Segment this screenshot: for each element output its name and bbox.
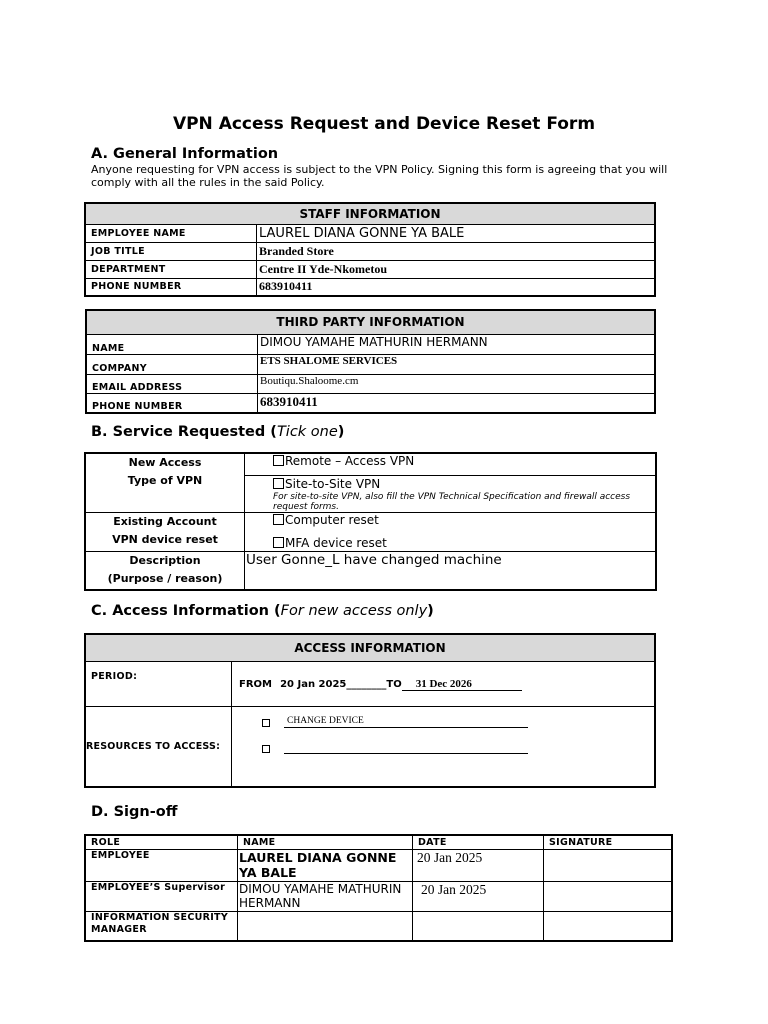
remote-access-option[interactable] bbox=[245, 454, 655, 476]
department-label: DEPARTMENT bbox=[85, 260, 257, 278]
employee-name-label: EMPLOYEE NAME bbox=[85, 224, 257, 242]
email-address-field[interactable]: Boutiqu.Shaloome.cm bbox=[258, 374, 656, 393]
remote-access-checkbox[interactable] bbox=[273, 455, 284, 466]
table-row bbox=[85, 881, 672, 911]
email-address-label: EMAIL ADDRESS bbox=[86, 374, 258, 393]
description-label: Description bbox=[129, 554, 201, 567]
computer-reset-option[interactable] bbox=[245, 513, 655, 528]
employee-signature-field[interactable] bbox=[544, 849, 673, 881]
third-party-header: THIRD PARTY INFORMATION bbox=[86, 310, 655, 334]
section-c-heading: C. Access Information (For new access only) bbox=[91, 603, 434, 619]
resource-1-field[interactable]: CHANGE DEVICE bbox=[284, 716, 528, 728]
staff-information-table bbox=[84, 202, 656, 297]
phone-number-field[interactable]: 683910411 bbox=[257, 278, 656, 296]
third-party-information-table bbox=[85, 309, 656, 414]
site-to-site-checkbox[interactable] bbox=[273, 478, 284, 489]
department-field[interactable]: Centre II Yde-Nkometou bbox=[257, 260, 656, 278]
table-row bbox=[86, 334, 655, 354]
table-row bbox=[85, 242, 655, 260]
security-manager-signature-field[interactable] bbox=[544, 911, 673, 941]
table-row bbox=[85, 849, 672, 881]
resource-line-2[interactable] bbox=[262, 742, 654, 762]
period-label: PERIOD: bbox=[85, 661, 232, 706]
security-manager-name-field[interactable] bbox=[238, 911, 413, 941]
intro-text: Anyone requesting for VPN access is subject to the VPN Policy. Signing this form is agreeing that you will comply with all the rules in the said Policy. bbox=[91, 163, 668, 189]
security-manager-role: INFORMATION SECURITY MANAGER bbox=[85, 911, 238, 941]
mfa-reset-label: MFA device reset bbox=[285, 536, 387, 550]
third-party-name-field[interactable]: DIMOU YAMAHE MATHURIN HERMANN bbox=[258, 334, 656, 354]
table-row bbox=[86, 354, 655, 374]
third-party-name-label: NAME bbox=[86, 334, 258, 354]
to-date-field[interactable]: 31 Dec 2026 bbox=[402, 678, 522, 691]
resources-label: RESOURCES TO ACCESS: bbox=[85, 706, 232, 787]
site-to-site-option[interactable] bbox=[245, 476, 655, 492]
mfa-reset-option[interactable] bbox=[245, 536, 655, 551]
employee-signoff-name[interactable]: LAUREL DIANA GONNE YA BALE bbox=[238, 849, 413, 881]
existing-account-label-cell bbox=[85, 513, 245, 552]
sign-off-table bbox=[84, 834, 673, 942]
remote-access-label: Remote – Access VPN bbox=[285, 454, 415, 468]
security-manager-date-field[interactable] bbox=[413, 911, 544, 941]
resources-cell bbox=[232, 706, 656, 787]
vpn-type-options bbox=[245, 453, 657, 513]
sign-off-header-row bbox=[85, 835, 672, 849]
resource-1-checkbox[interactable] bbox=[262, 719, 270, 727]
from-date-field[interactable]: 20 Jan 2025________TO bbox=[280, 678, 402, 690]
table-row bbox=[85, 278, 655, 296]
date-column-header: DATE bbox=[413, 835, 544, 849]
period-cell bbox=[232, 661, 656, 706]
signature-column-header: SIGNATURE bbox=[544, 835, 673, 849]
service-requested-table bbox=[84, 452, 657, 591]
third-party-phone-field[interactable]: 683910411 bbox=[258, 393, 656, 413]
table-row bbox=[86, 393, 655, 413]
section-a-heading: A. General Information bbox=[91, 146, 279, 162]
name-column-header: NAME bbox=[238, 835, 413, 849]
third-party-phone-label: PHONE NUMBER bbox=[86, 393, 258, 413]
resource-2-checkbox[interactable] bbox=[262, 745, 270, 753]
existing-account-label: Existing Account bbox=[113, 515, 217, 528]
employee-role: EMPLOYEE bbox=[85, 849, 238, 881]
computer-reset-checkbox[interactable] bbox=[273, 514, 284, 525]
job-title-field[interactable]: Branded Store bbox=[257, 242, 656, 260]
new-access-label: New Access bbox=[128, 456, 202, 469]
supervisor-signoff-name[interactable]: DIMOU YAMAHE MATHURIN HERMANN bbox=[238, 881, 413, 911]
description-label-cell bbox=[85, 552, 245, 590]
from-label: FROM bbox=[239, 678, 272, 690]
employee-signoff-date[interactable]: 20 Jan 2025 bbox=[413, 849, 544, 881]
access-info-header: ACCESS INFORMATION bbox=[85, 634, 655, 661]
role-column-header: ROLE bbox=[85, 835, 238, 849]
new-access-label-cell bbox=[85, 453, 245, 513]
company-label: COMPANY bbox=[86, 354, 258, 374]
purpose-label: (Purpose / reason) bbox=[107, 572, 223, 585]
supervisor-signoff-date[interactable]: 20 Jan 2025 bbox=[413, 881, 544, 911]
device-reset-options bbox=[245, 513, 657, 552]
access-information-table bbox=[84, 633, 656, 788]
site-to-site-note: For site-to-site VPN, also fill the VPN Technical Specification and firewall access request forms. bbox=[273, 492, 631, 512]
supervisor-signature-field[interactable] bbox=[544, 881, 673, 911]
form-title: VPN Access Request and Device Reset Form bbox=[172, 114, 596, 134]
section-b-heading: B. Service Requested (Tick one) bbox=[91, 424, 345, 440]
mfa-reset-checkbox[interactable] bbox=[273, 537, 284, 548]
computer-reset-label: Computer reset bbox=[285, 513, 379, 527]
table-row bbox=[86, 374, 655, 393]
resource-2-field[interactable] bbox=[284, 742, 528, 754]
table-row bbox=[85, 911, 672, 941]
section-d-heading: D. Sign-off bbox=[91, 804, 178, 820]
table-row bbox=[85, 260, 655, 278]
employee-name-field[interactable]: LAUREL DIANA GONNE YA BALE bbox=[257, 224, 656, 242]
vpn-type-label: Type of VPN bbox=[127, 474, 203, 487]
site-to-site-label: Site-to-Site VPN bbox=[285, 477, 381, 491]
description-field[interactable]: User Gonne_L have changed machine bbox=[245, 552, 657, 590]
resource-line-1[interactable] bbox=[262, 716, 654, 736]
device-reset-label: VPN device reset bbox=[112, 533, 218, 546]
table-row bbox=[85, 224, 655, 242]
job-title-label: JOB TITLE bbox=[85, 242, 257, 260]
supervisor-role: EMPLOYEE’S Supervisor bbox=[85, 881, 238, 911]
phone-number-label: PHONE NUMBER bbox=[85, 278, 257, 296]
company-field[interactable]: ETS SHALOME SERVICES bbox=[258, 354, 656, 374]
staff-header: STAFF INFORMATION bbox=[85, 203, 655, 224]
